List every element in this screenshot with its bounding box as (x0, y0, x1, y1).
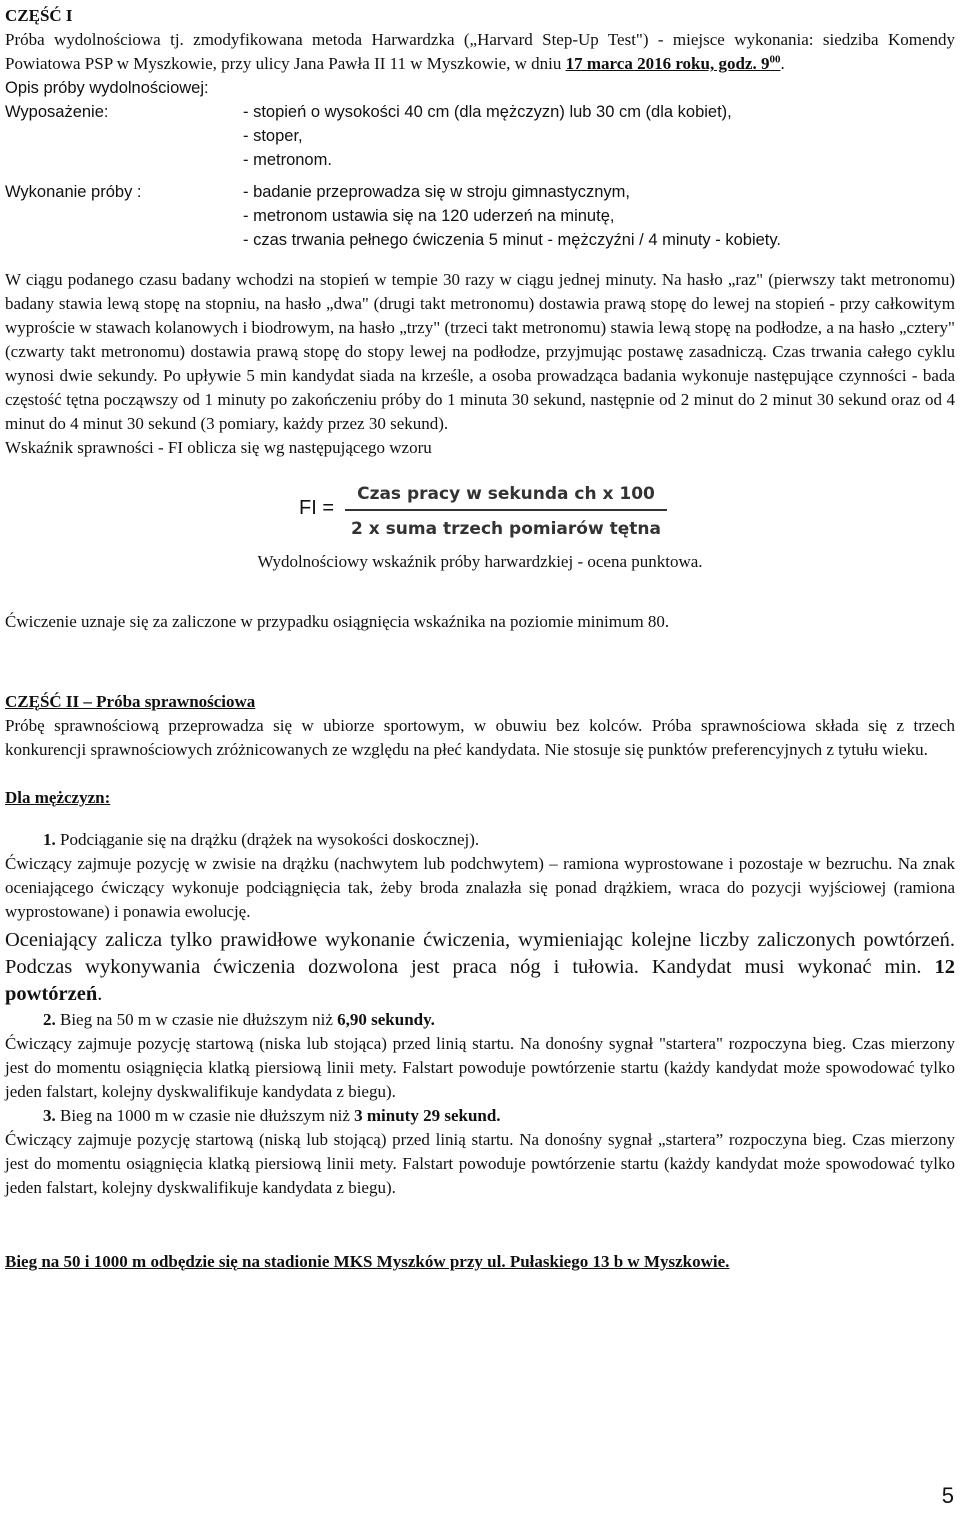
part1-heading: CZĘŚĆ I (5, 6, 73, 25)
page-number: 5 (941, 1483, 954, 1508)
opis-title: Opis próby wydolnościowej: (5, 79, 209, 97)
exercise-1-minimum: 12 powtórzeń (5, 956, 955, 1005)
equipment-list (243, 100, 732, 172)
test-date-text: 17 marca 2016 roku, godz. 9 (565, 54, 770, 73)
exercise-1-text: Ćwiczący zajmuje pozycję w zwisie na drążku (nachwytem lub podchwytem) – ramiona wyprostowane i pozostaje w bezruchu. Na znak oceniającego ćwiczący wykonuje podciągnięcia tak, żeby broda znalazła się ponad drążkiem, wraca do pozycji wyjściowej (ramiona wyprostowane) i ponawia ewolucję. (5, 854, 955, 921)
execution-list (243, 180, 781, 252)
equipment-item: - stoper, (243, 127, 303, 145)
men-heading: Dla mężczyzn: (5, 788, 111, 807)
exercise-2-text: Ćwiczący zajmuje pozycję startową (niska lub stojąca) przed linią startu. Na donośny sygnał "startera" rozpoczyna bieg. Czas mierzony jest do momentu osiągnięcia klatką piersiową linii mety. Falstart powoduje powtórzenie startu (każdy kandydat może spowodować tylko jeden falstart, kolejny dyskwalifikuje kandydata z biegu). (5, 1034, 955, 1101)
exercise-3-text: Ćwiczący zajmuje pozycję startową (niską lub stojącą) przed linią startu. Na donośny sygnał „startera” rozpoczyna bieg. Czas mierzony jest do momentu osiągnięcia klatką piersiową linii mety. Falstart powoduje powtórzenie startu (każdy kandydat może spowodować tylko jeden falstart, kolejny dyskwalifikuje kandydata z biegu). (5, 1130, 955, 1197)
exercise-1-rule-end: . (97, 983, 103, 1005)
execution-item: - czas trwania pełnego ćwiczenia 5 minut - mężczyźni / 4 minuty - kobiety. (243, 231, 781, 249)
exercise-1-rule-text: Oceniający zalicza tylko prawidłowe wykonanie ćwiczenia, wymieniając kolejne liczby zaliczonych powtórzeń. Podczas wykonywania ćwiczenia dozwolona jest praca nóg i tułowia. Kandydat musi wykonać min. (5, 929, 955, 978)
test-procedure-paragraph: W ciągu podanego czasu badany wchodzi na stopień w tempie 30 razy w ciągu jednej minuty. Na hasło „raz" (pierwszy takt metronomu) badany stawia lewą stopę na stopniu, na hasło „dwa" (drugi takt metronomu) dostawia prawą stopę do lewej na stopień - przy całkowitym wyproście w stawach kolanowych i biodrowym, na hasło „trzy" (trzeci takt metronomu) stawia lewą stopę na podłodze, a na hasło „cztery" (czwarty takt metronomu) dostawia prawą stopę do stopy lewej na podłodze, przyjmując postawę zasadniczą. Czas trwania całego cyklu wynosi dwie sekundy. Po upływie 5 min kandydat siada na krześle, a osoba prowadząca badania wykonuje następujące czynności - bada częstość tętna począwszy od 1 minuty po zakończeniu próby do 1 minuta 30 sekund, następnie od 2 minut do 2 minut 30 sekund oraz od 4 minut do 4 minut 30 sekund (3 pomiary, każdy przez 30 sekund). (5, 270, 955, 433)
exercise-1-title (5, 828, 955, 852)
test-date-minutes: 00 (769, 53, 781, 66)
exercise-1-title-text: Podciąganie się na drążku (drążek na wysokości doskocznej). (60, 830, 480, 849)
exercise-1-rule (5, 927, 955, 1008)
exercise-2-number: 2. (43, 1010, 56, 1029)
part1-intro (5, 28, 955, 76)
test-date (566, 54, 781, 73)
formula-numerator: Czas pracy w sekunda ch x 100 (345, 480, 667, 511)
test-description-block (5, 76, 955, 252)
equipment-label: Wyposażenie: (5, 103, 109, 121)
equipment-row (5, 100, 955, 172)
execution-item: - badanie przeprowadza się w stroju gimnastycznym, (243, 183, 631, 201)
part2-intro: Próbę sprawnościową przeprowadza się w ubiorze sportowym, w obuwiu bez kolców. Próba sprawnościowa składa się z trzech konkurencji sprawnościowych zróżnicowanych ze względu na płeć kandydata. Nie stosuje się punktów preferencyjnych z tytułu wieku. (5, 716, 955, 759)
document-page (5, 4, 955, 1274)
exercise-3-title-text: Bieg na 1000 m w czasie nie dłuższym niż (60, 1106, 355, 1125)
exercise-3-title (5, 1104, 955, 1128)
exercise-2-title-text: Bieg na 50 m w czasie nie dłuższym niż (60, 1010, 338, 1029)
execution-row (5, 180, 955, 252)
equipment-item: - stopień o wysokości 40 cm (dla mężczyzn) lub 30 cm (dla kobiet), (243, 103, 732, 121)
formula-label: FI = (299, 497, 335, 519)
score-caption: Wydolnościowy wskaźnik próby harwardzkiej - ocena punktowa. (257, 552, 703, 571)
fi-formula (5, 480, 955, 540)
execution-label: Wykonanie próby : (5, 183, 142, 201)
index-intro: Wskaźnik sprawności - FI oblicza się wg następującego wzoru (5, 438, 432, 457)
exercise-3-number: 3. (43, 1106, 56, 1125)
pass-note: Ćwiczenie uznaje się za zaliczone w przypadku osiągnięcia wskaźnika na poziomie minimum 80. (5, 612, 670, 631)
part1-intro-text: Próba wydolnościowa tj. zmodyfikowana metoda Harwardzka („Harvard Step-Up Test") - miejsce wykonania: siedziba Komendy Powiatowa PSP w Myszkowie, przy ulicy Jana Pawła II 11 w Myszkowie, w dniu (5, 30, 955, 73)
formula-denominator: 2 x suma trzech pomiarów tętna (351, 519, 661, 539)
part2-heading: CZĘŚĆ II – Próba sprawnościowa (5, 692, 256, 711)
part1-intro-end: . (780, 54, 785, 73)
execution-item: - metronom ustawia się na 120 uderzeń na minutę, (243, 207, 615, 225)
formula-fraction (345, 480, 667, 541)
venue-note: Bieg na 50 i 1000 m odbędzie się na stadionie MKS Myszków przy ul. Pułaskiego 13 b w Myszkowie. (5, 1252, 730, 1271)
exercise-2-title (5, 1008, 955, 1032)
exercise-2-time: 6,90 sekundy. (337, 1010, 435, 1029)
equipment-item: - metronom. (243, 151, 332, 169)
exercise-3-time: 3 minuty 29 sekund. (354, 1106, 501, 1125)
exercise-1-number: 1. (43, 830, 56, 849)
